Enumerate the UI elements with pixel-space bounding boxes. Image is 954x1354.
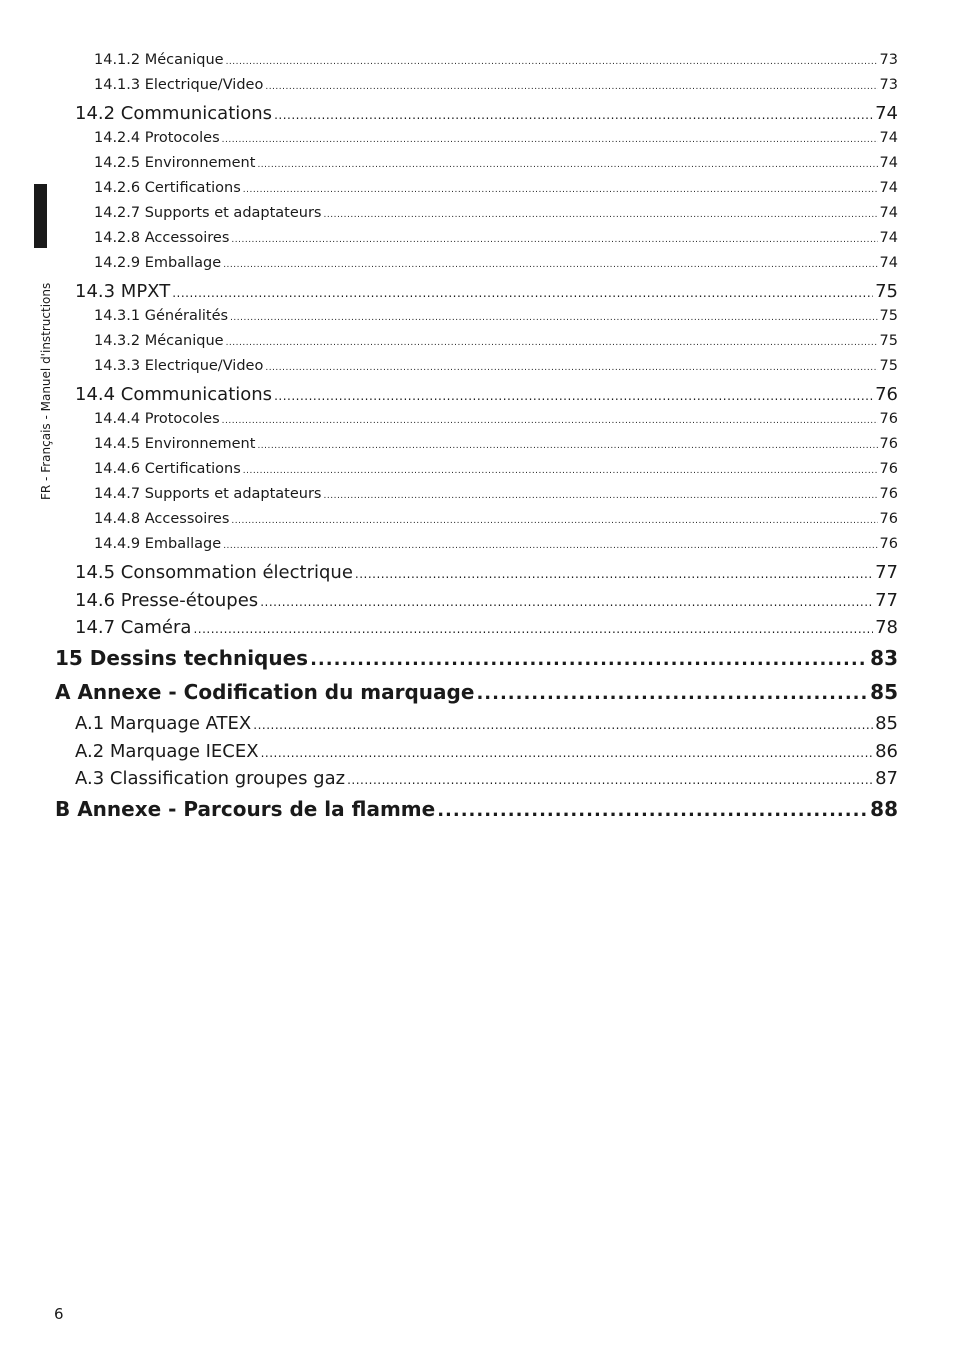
toc-entry[interactable] — [94, 205, 898, 221]
toc-entry[interactable] — [94, 180, 898, 196]
toc-entry-title: 14.2.6 Certifications — [94, 180, 241, 196]
toc-entry-title: A.2 Marquage IECEX — [75, 741, 259, 762]
toc-entry-title: 14.1.2 Mécanique — [94, 52, 224, 68]
side-language-label: FR - Français - Manuel d'instructions — [39, 282, 53, 500]
toc-entry-title: 14.4.4 Protocoles — [94, 411, 220, 427]
toc-entry-title: B Annexe - Parcours de la flamme — [55, 797, 436, 821]
toc-entry-title: 14.2.9 Emballage — [94, 255, 222, 271]
side-tab-marker — [34, 184, 47, 248]
toc-entry[interactable] — [94, 436, 898, 452]
dot-leader — [253, 718, 873, 732]
toc-entry-title: 14.4 Communications — [75, 384, 273, 405]
toc-entry-title: A Annexe - Codification du marquage — [55, 680, 475, 704]
toc-entry-page: 74 — [875, 103, 898, 124]
toc-entry-title: 14.2.8 Accessoires — [94, 230, 230, 246]
toc-entry[interactable] — [94, 411, 898, 427]
dot-leader — [226, 57, 878, 67]
toc-entry-page: 74 — [879, 230, 898, 246]
toc-entry[interactable] — [94, 308, 898, 324]
toc-entry-page: 85 — [870, 680, 898, 704]
dot-leader — [324, 491, 878, 501]
toc-entry[interactable] — [94, 536, 898, 552]
toc-entry-title: A.3 Classification groupes gaz — [75, 768, 346, 789]
dot-leader — [243, 185, 878, 195]
dot-leader — [324, 210, 878, 220]
toc-entry-title: 14.3.1 Généralités — [94, 308, 229, 324]
toc-entry-title: 14.2.4 Protocoles — [94, 130, 220, 146]
toc-entry-page: 78 — [875, 617, 898, 638]
toc-entry-page: 73 — [879, 77, 898, 93]
toc-entry-title: 14.3.2 Mécanique — [94, 333, 224, 349]
toc-entry-page: 76 — [879, 436, 898, 452]
toc-entry-title: 15 Dessins techniques — [55, 646, 309, 670]
dot-leader — [274, 389, 873, 403]
toc-entry-title: 14.7 Caméra — [75, 617, 192, 638]
toc-entry-title: 14.4.7 Supports et adaptateurs — [94, 486, 322, 502]
toc-entry[interactable] — [75, 384, 898, 405]
toc-entry-page: 74 — [879, 130, 898, 146]
dot-leader — [226, 338, 878, 348]
toc-entry[interactable] — [94, 130, 898, 146]
toc-entry-title: 14.2.7 Supports et adaptateurs — [94, 205, 322, 221]
dot-leader — [265, 363, 877, 373]
toc-entry-page: 76 — [879, 536, 898, 552]
dot-leader — [222, 416, 878, 426]
dot-leader — [437, 800, 868, 821]
toc-entry-title: 14.4.9 Emballage — [94, 536, 222, 552]
toc-entry-title: 14.3 MPXT — [75, 281, 171, 302]
toc-entry[interactable] — [75, 713, 898, 734]
toc-entry-page: 74 — [879, 205, 898, 221]
toc-entry-title: 14.4.6 Certifications — [94, 461, 241, 477]
toc-entry[interactable] — [94, 486, 898, 502]
toc-entry-page: 75 — [875, 281, 898, 302]
toc-entry[interactable] — [75, 590, 898, 611]
toc-entry[interactable] — [94, 511, 898, 527]
toc-entry-title: 14.2 Communications — [75, 103, 273, 124]
toc-entry-title: 14.3.3 Electrique/Video — [94, 358, 264, 374]
page-number: 6 — [54, 1305, 64, 1323]
toc-entry[interactable] — [75, 741, 898, 762]
toc-entry-page: 74 — [879, 180, 898, 196]
toc-entry[interactable] — [75, 617, 898, 638]
dot-leader — [260, 595, 873, 609]
toc-entry-title: 14.4.8 Accessoires — [94, 511, 230, 527]
toc-entry-page: 88 — [870, 797, 898, 821]
toc-entry-page: 73 — [879, 52, 898, 68]
toc-entry-page: 76 — [879, 411, 898, 427]
dot-leader — [257, 441, 877, 451]
toc-entry-page: 75 — [879, 358, 898, 374]
toc-entry-page: 76 — [875, 384, 898, 405]
toc-entry-page: 74 — [879, 255, 898, 271]
toc-entry[interactable] — [94, 358, 898, 374]
toc-entry-page: 75 — [879, 308, 898, 324]
toc-entry-page: 76 — [879, 486, 898, 502]
dot-leader — [193, 622, 873, 636]
toc-entry-page: 87 — [875, 768, 898, 789]
dot-leader — [223, 260, 877, 270]
toc-entry[interactable] — [55, 646, 898, 670]
dot-leader — [257, 160, 877, 170]
toc-entry-title: 14.1.3 Electrique/Video — [94, 77, 264, 93]
dot-leader — [243, 466, 878, 476]
dot-leader — [261, 746, 874, 760]
dot-leader — [172, 286, 873, 300]
toc-entry-title: A.1 Marquage ATEX — [75, 713, 252, 734]
toc-entry-page: 76 — [879, 461, 898, 477]
toc-entry-page: 75 — [879, 333, 898, 349]
toc-entry[interactable] — [94, 155, 898, 171]
dot-leader — [230, 313, 877, 323]
dot-leader — [476, 683, 868, 704]
dot-leader — [355, 567, 873, 581]
toc-entry-page: 76 — [879, 511, 898, 527]
toc-entry[interactable] — [75, 281, 898, 302]
dot-leader — [310, 649, 868, 670]
toc-entry[interactable] — [94, 461, 898, 477]
toc-entry[interactable] — [55, 797, 898, 821]
toc-entry-title: 14.4.5 Environnement — [94, 436, 256, 452]
dot-leader — [222, 135, 878, 145]
toc-entry[interactable] — [94, 230, 898, 246]
toc-entry[interactable] — [75, 768, 898, 789]
toc-entry[interactable] — [94, 52, 898, 68]
toc-entry-page: 83 — [870, 646, 898, 670]
toc-entry[interactable] — [75, 103, 898, 124]
toc-entry-page: 77 — [875, 562, 898, 583]
toc-entry[interactable] — [94, 333, 898, 349]
toc-entry-page: 77 — [875, 590, 898, 611]
dot-leader — [231, 235, 877, 245]
toc-entry[interactable] — [75, 562, 898, 583]
dot-leader — [265, 82, 877, 92]
toc-entry-page: 85 — [875, 713, 898, 734]
toc-entry-title: 14.5 Consommation électrique — [75, 562, 353, 583]
toc-entry[interactable] — [55, 680, 898, 704]
toc-entry-page: 74 — [879, 155, 898, 171]
dot-leader — [274, 108, 873, 122]
toc-entry-title: 14.2.5 Environnement — [94, 155, 256, 171]
dot-leader — [347, 773, 873, 787]
toc-entry[interactable] — [94, 255, 898, 271]
toc-entry-title: 14.6 Presse-étoupes — [75, 590, 259, 611]
dot-leader — [231, 516, 877, 526]
toc-entry-page: 86 — [875, 741, 898, 762]
dot-leader — [223, 541, 877, 551]
toc-entry[interactable] — [94, 77, 898, 93]
